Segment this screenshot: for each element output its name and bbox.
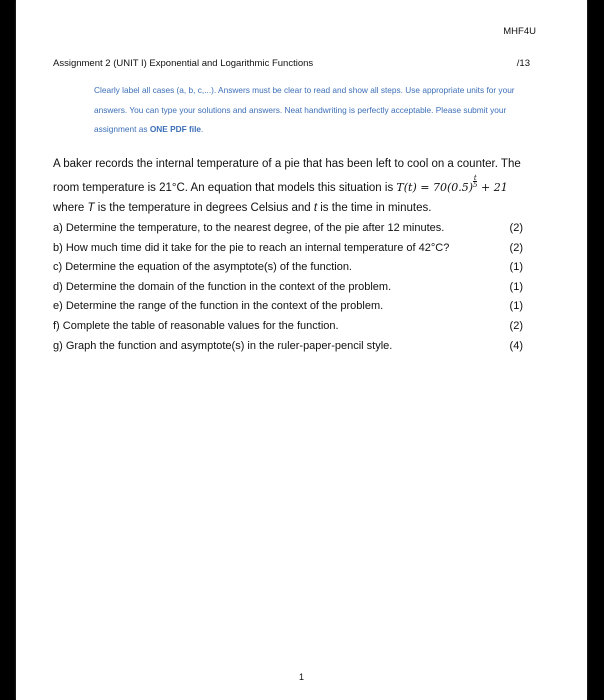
exponent-denominator: 5 xyxy=(473,180,478,189)
question-part xyxy=(53,278,523,298)
part-text: b) How much time did it take for the pie to reach an internal temperature of 42°C? xyxy=(53,241,450,254)
instructions-end: . xyxy=(200,124,204,134)
part-marks: (1) xyxy=(509,300,523,313)
part-text: a) Determine the temperature, to the nearest degree, of the pie after 12 minutes. xyxy=(53,222,445,234)
page-number: 1 xyxy=(298,672,304,682)
question-part xyxy=(53,258,523,278)
part-marks: (2) xyxy=(509,319,523,332)
equation xyxy=(396,173,508,194)
part-text: g) Graph the function and asymptote(s) in the ruler-paper-pencil style. xyxy=(53,339,393,352)
equation-rhs: + 21 xyxy=(477,180,508,194)
line-3-pre: where xyxy=(53,201,88,214)
problem-line-1: A baker records the internal temperature of a pie that has been left to cool on a counter. The xyxy=(53,158,521,170)
question-part xyxy=(53,239,523,259)
problem-line-2 xyxy=(53,175,533,199)
instructions-text: Clearly label all cases (a, b, c,...). Answers must be clear to read and show all steps. Use appropriate units for your answers. You can type your solutions and answers. Neat handwriting is perfectly acceptable. Please submit your assignment as xyxy=(94,85,515,134)
part-marks: (2) xyxy=(509,241,523,254)
part-text: e) Determine the range of the function in the context of the problem. xyxy=(53,300,384,313)
instructions xyxy=(94,81,524,140)
problem-statement xyxy=(53,155,533,218)
line-3-post: is the time in minutes. xyxy=(317,201,432,214)
part-marks: (2) xyxy=(509,222,523,234)
course-code: MHF4U xyxy=(503,26,536,37)
problem-line-2-text: room temperature is 21°C. An equation that models this situation is xyxy=(53,181,397,194)
problem-line-3 xyxy=(53,199,533,219)
question-parts xyxy=(53,219,523,356)
part-text: c) Determine the equation of the asymptote(s) of the function. xyxy=(53,261,352,274)
var-t: t xyxy=(313,201,318,214)
document-page xyxy=(16,0,587,700)
instructions-bold: ONE PDF file xyxy=(149,124,201,134)
equation-lhs: T(t) = 70(0.5) xyxy=(396,180,474,194)
question-part xyxy=(53,317,523,337)
part-marks: (1) xyxy=(509,280,523,293)
assignment-title: Assignment 2 (UNIT I) Exponential and Logarithmic Functions xyxy=(53,58,314,69)
part-text: d) Determine the domain of the function in the context of the problem. xyxy=(53,280,392,293)
question-part xyxy=(53,337,523,357)
exponent-numerator: t xyxy=(473,173,477,182)
line-3-mid: is the temperature in degrees Celsius and xyxy=(94,201,314,214)
question-part xyxy=(53,219,523,239)
total-marks: /13 xyxy=(516,58,530,69)
question-part xyxy=(53,297,523,317)
part-marks: (1) xyxy=(509,261,523,274)
var-T: T xyxy=(87,201,95,214)
part-text: f) Complete the table of reasonable values for the function. xyxy=(53,319,339,332)
part-marks: (4) xyxy=(509,339,523,352)
